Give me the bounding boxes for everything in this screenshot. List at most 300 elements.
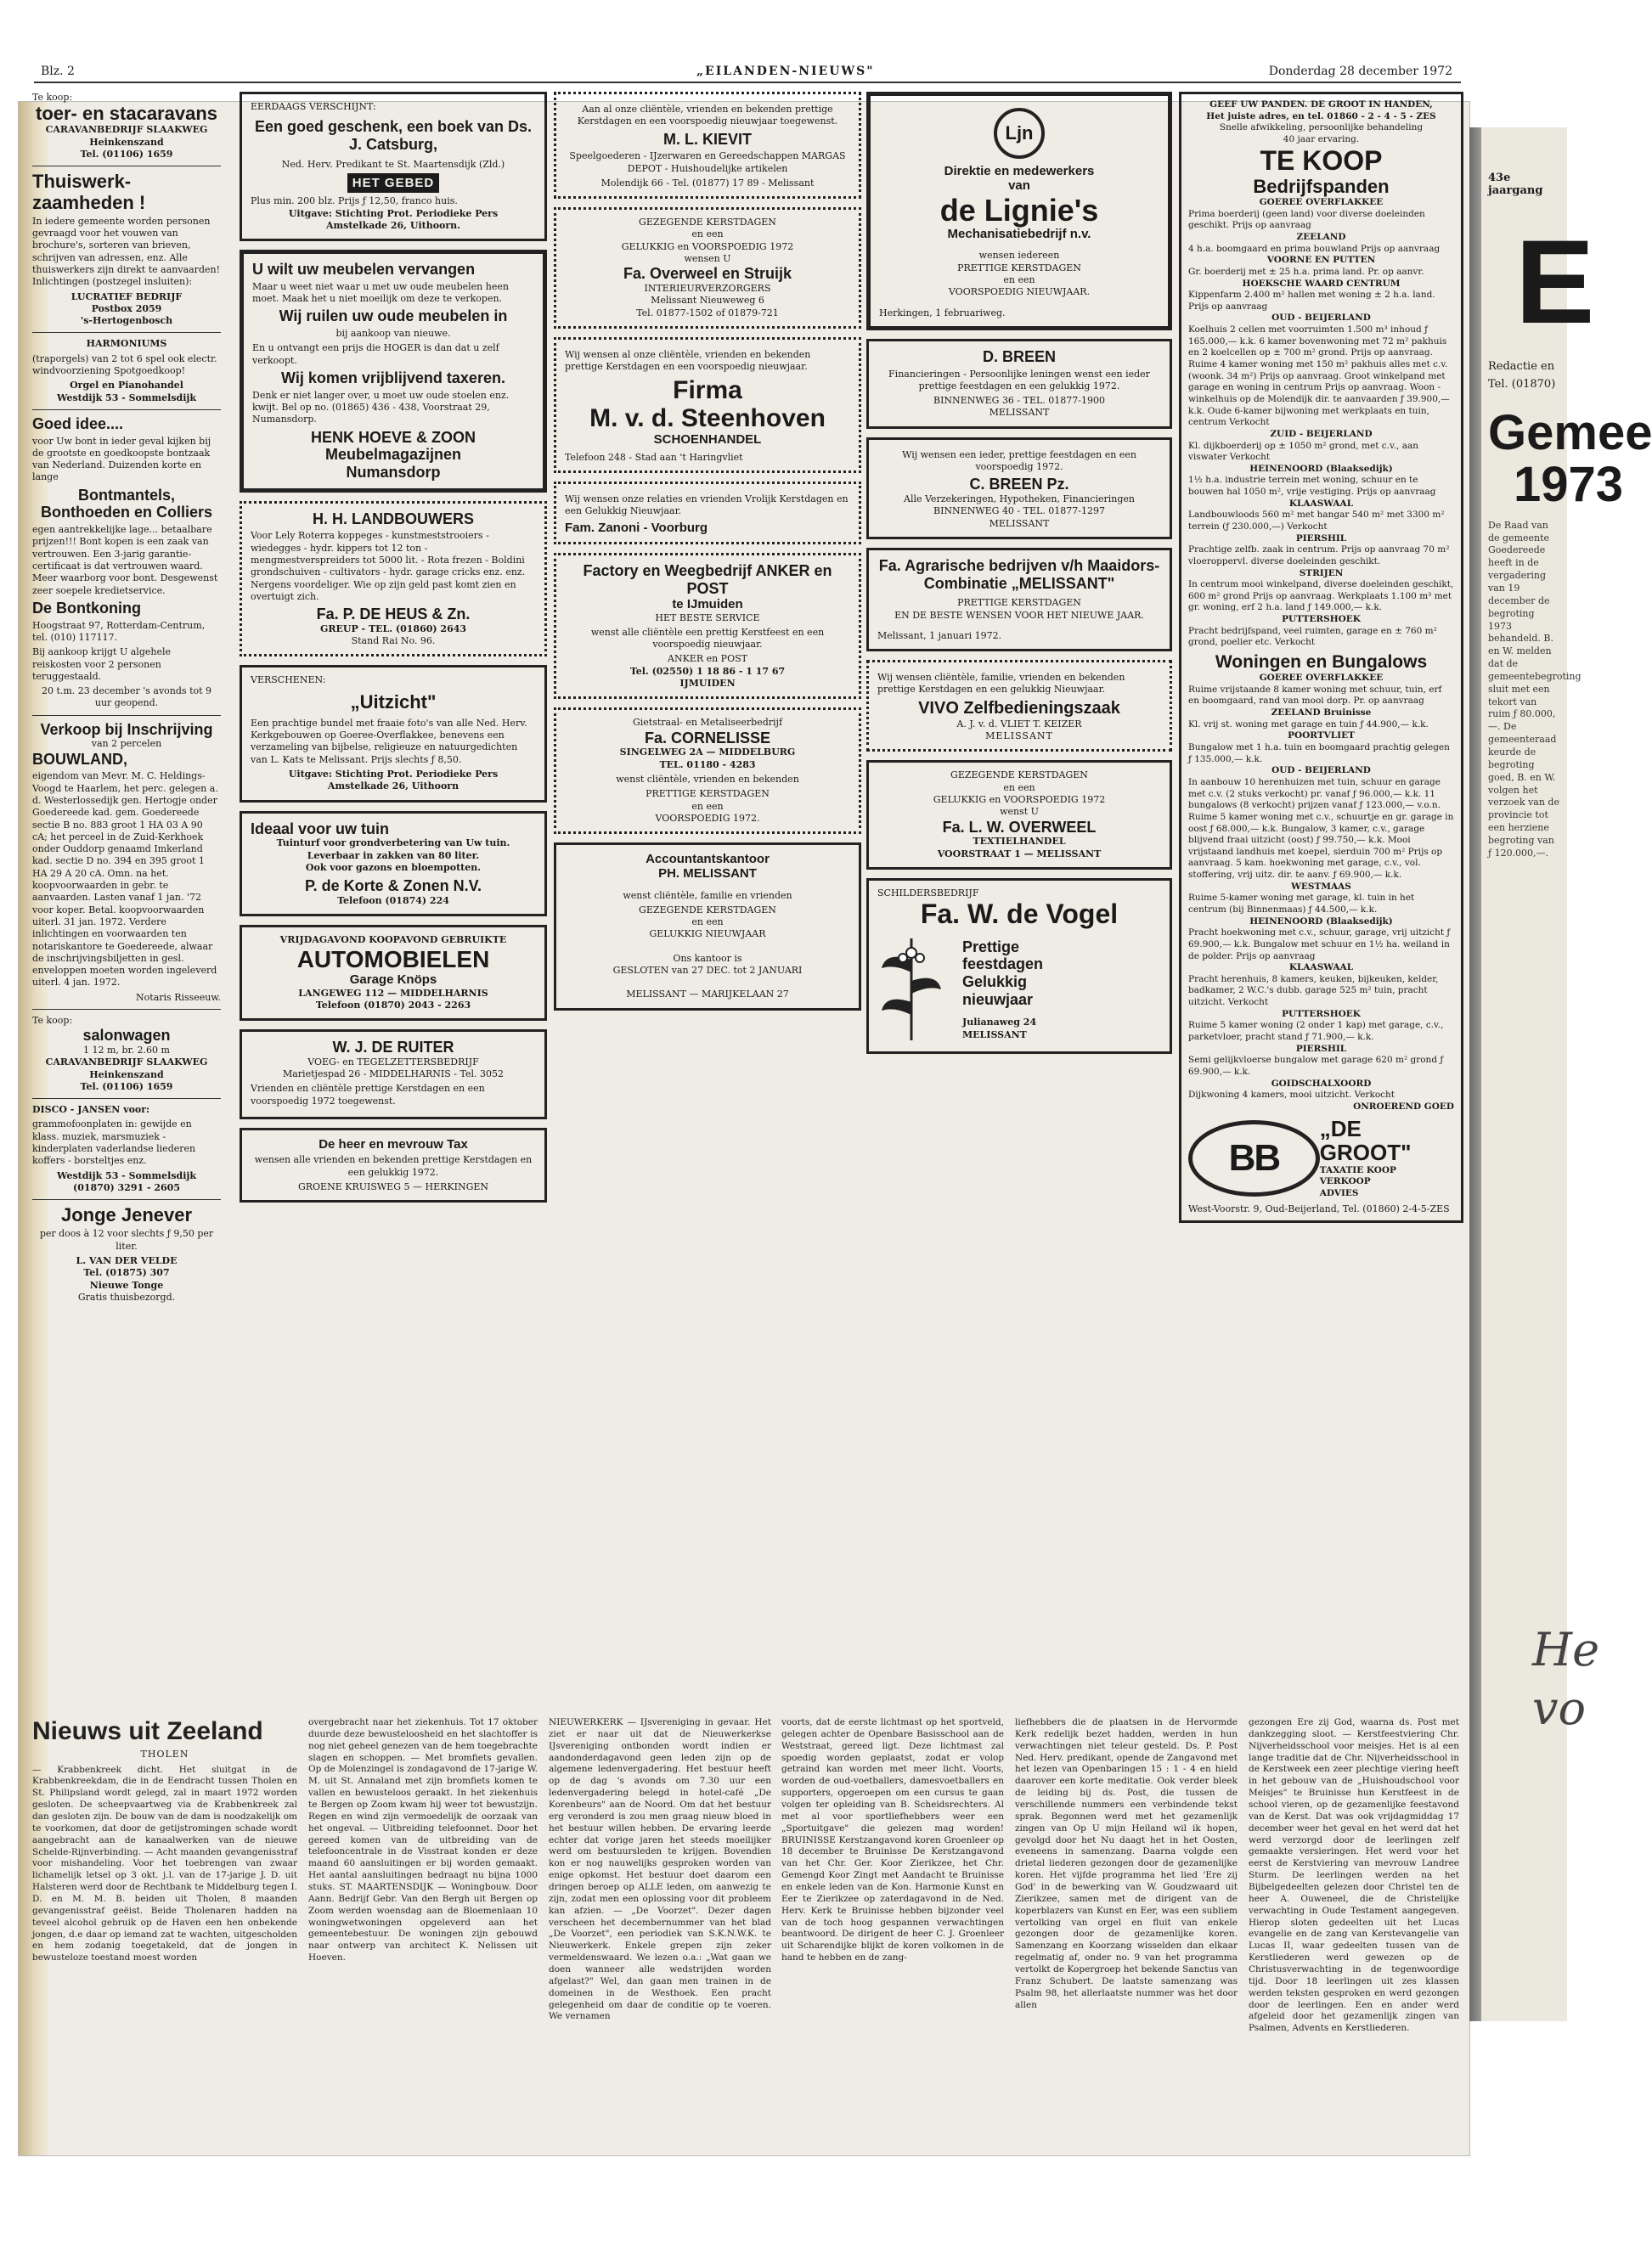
- ad-sub: VOEG- en TEGELZETTERSBEDRIJF: [307, 1056, 479, 1068]
- city: MELISSANT: [985, 730, 1053, 742]
- ad-text: wenst cliëntèle, familie en vrienden: [623, 889, 792, 901]
- firma-label: Firma: [673, 375, 742, 404]
- wish3: en een: [1003, 273, 1035, 285]
- date: Melissant, 1 januari 1972.: [877, 629, 1002, 641]
- owners: A. J. v. d. VLIET T. KEIZER: [956, 718, 1082, 730]
- company: HENK HOEVE & ZOON: [310, 428, 476, 446]
- closed-dates: GESLOTEN van 27 DEC. tot 2 JANUARI: [612, 965, 803, 977]
- news-sub: THOLEN: [140, 1749, 189, 1760]
- label: VRIJDAGAVOND KOOPAVOND GEBRUIKTE: [279, 934, 507, 946]
- listing-text: Gr. boerderij met ± 25 h.a. prima land. Pr. op aanvr.: [1188, 266, 1424, 277]
- ad-automobielen: [240, 925, 547, 1021]
- ad-uitzicht: [240, 665, 547, 802]
- listing-text: Kl. dijkboerderij op ± 1050 m² grond, met c.v., aan viswater Verkocht: [1188, 440, 1418, 463]
- listing-text: Ruime vrijstaande 8 kamer woning met schuur, tuin, erf en boomgaard, rand van mooi dorp. Pr. op aanvraag: [1188, 684, 1442, 707]
- listings-woningen: [1188, 673, 1454, 1101]
- intro-text: Snelle afwikkeling, persoonlijke behandeling: [1219, 122, 1424, 133]
- ad-title: Ideaal voor uw tuin: [251, 820, 390, 837]
- ad-text: grammofoonplaten in: gewijde en klass. muziek, marsmuziek - kinderplaten vaderlandse liederen koffers - borsteltjes enz.: [32, 1118, 196, 1167]
- signature: Notaris Risseeuw.: [136, 991, 221, 1003]
- ad-text: Leverbaar in zakken van 80 liter.: [307, 849, 480, 861]
- ad-c-breen: [866, 437, 1172, 539]
- wish: GELUKKIG en VOORSPOEDIG 1972: [621, 240, 794, 252]
- listing-region: GOEREE OVERFLAKKEE: [1259, 673, 1384, 684]
- listing-text: 1½ h.a. industrie terrein met woning, schuur en te bouwen hal 1050 m², vrije vestiging. Prijs op aanvraag: [1188, 475, 1436, 498]
- listing-region: POORTVLIET: [1288, 730, 1355, 741]
- ad-tuin: [240, 811, 547, 917]
- ad-caravans: [32, 92, 221, 161]
- label: Te koop:: [32, 1015, 73, 1027]
- listing: [1188, 313, 1454, 428]
- tel: Tel. (02550) 1 18 86 - 1 17 67: [629, 665, 786, 677]
- company-sub: Meubelmagazijnen: [324, 446, 462, 464]
- label: SCHILDERSBEDRIJF: [877, 887, 979, 899]
- ad-text: In iedere gemeente worden personen gevraagd voor het vouwen van brochure's, sorteren van brieven, schrijven van adressen, enz. Alle thuiswerkers zijn direkt te aanvaarden! Inlichtingen (postzegel insluiten):: [32, 215, 220, 288]
- listing: [1188, 614, 1454, 649]
- news-text: NIEUWERKERK — IJsvereniging in gevaar. Het ziet er naar uit dat de Nieuwerkerkse IJsvereniging ontbonden wordt indien er aandonderdagavond geen leden zijn op de algemene ledenvergadering. Het bestuur heeft op de dag 's avonds om 7.30 uur een ledenvergadering belegd in hotel-café „De Korenbeurs" aan de Noord. Om dat het bestuur erg veronderd is zou men graag nieuw bloed in het bestuur willen hebben. De ervaring leerde echter dat vorige jaren het steeds moeilijker werd om bestuursleden te krijgen. Bovendien kon er nog nauwelijks gesproken worden van enige opkomst. Het bestuur doet daarom een dringen beroep op ALLE leden, om aanwezig te zijn, zodat men een oplossing voor dit probleem kan afzien. — „De Voorzet". Dezer dagen verscheen het decembernummer van het blad „De Voorzet", een periodiek van S.K.N.W.K. te Nieuwerkerk. Enkele grepen zijn zeker vermeldenswaard. We lezen o.a.: „Wat gaan we doen wanneer alle wedstrijden worden afgelast?" Wel, dan gaan men trainen in de domeinen in de Westhoek. Een pracht gelegenheid om daar de conditie op te voeren. We vernamen: [549, 1717, 771, 2022]
- service-2: VERKOOP: [1319, 1176, 1371, 1187]
- ad-title: H. H. LANDBOUWERS: [313, 510, 474, 527]
- next-page-text: De Raad van de gemeente Goedereede heeft in de vergadering van 19 december de begroting 1973 behandeld. B. en W. melden dat de gemeentebegroting sluit met een tekort van ruim ƒ 80.000,—. De gemeenteraad keurde de begroting goed, B. en W. volgen het verzoek van de provincie tot een herziene begroting van ƒ 120.000,—.: [1488, 519, 1582, 859]
- company: CARAVANBEDRIJF SLAAKWEG: [45, 124, 208, 136]
- tel: Tel. 01877-1502 of 01879-721: [636, 307, 779, 318]
- groot-label: ONROEREND GOED: [1353, 1101, 1454, 1112]
- ad-title: Accountantskantoor: [646, 852, 770, 867]
- ad-text: Maar u weet niet waar u met uw oude meubelen heen moet. Maak het u niet moeilijk om deze te verkopen.: [252, 280, 509, 305]
- listing-region: ZEELAND Bruinisse: [1271, 707, 1372, 718]
- hours: 20 t.m. 23 december 's avonds tot 9 uur geopend.: [41, 685, 212, 709]
- ad-agrarische: [866, 548, 1172, 651]
- next-page-title2: 1973: [1514, 456, 1624, 512]
- wish: wensen iedereen: [978, 250, 1060, 262]
- ad-text: voor Uw bont in ieder geval kijken bij de grootste en goedkoopste bontzaak van Nederland. Duizenden korte en lange: [32, 435, 211, 483]
- bb-logo: BB: [1188, 1120, 1320, 1197]
- ad-title: HARMONIUMS: [86, 338, 167, 350]
- lignie-logo: Ljn: [994, 108, 1045, 159]
- ad-title: M. L. KIEVIT: [662, 130, 752, 148]
- ad-harmoniums: [32, 338, 221, 403]
- listing-region: GOIDSCHALXOORD: [1271, 1078, 1372, 1089]
- listing-region: OUD - BEIJERLAND: [1271, 313, 1371, 324]
- service-3: ADVIES: [1319, 1187, 1359, 1198]
- ad-de-vogel: [866, 878, 1172, 1054]
- ad-title: W. J. DE RUITER: [332, 1039, 454, 1056]
- listing-text: Kl. vrij st. woning met garage en tuin ƒ 44.900,— k.k.: [1188, 718, 1429, 730]
- ad-text: Bij aankoop krijgt U algehele reiskosten voor 2 personen teruggestaald.: [32, 646, 171, 682]
- address: Amstelkade 26, Uithoorn.: [325, 219, 460, 231]
- news-col-2: [308, 1717, 538, 1964]
- ad-text: PRETTIGE KERSTDAGEN: [957, 597, 1081, 609]
- listing-region: KLAASWAAL: [1288, 962, 1354, 973]
- ad-text: Vrienden en cliëntèle prettige Kerstdagen en een voorspoedig 1972 toegewenst.: [251, 1083, 485, 1107]
- listing: [1188, 707, 1454, 730]
- stand: Stand Rai No. 96.: [351, 635, 436, 647]
- size: 1 12 m, br. 2.60 m: [83, 1045, 170, 1056]
- ad-steenhoven: [554, 337, 861, 473]
- address: Amstelkade 26, Uithoorn: [327, 780, 460, 792]
- listing-text: Landbouwloods 560 m² met hangar 540 m² met 3300 m² terrein (ƒ 230.000,—) Verkocht: [1188, 510, 1445, 532]
- listing-region: PUTTERSHOEK: [1282, 1008, 1361, 1019]
- next-page-jaargang: 43e jaargang: [1488, 172, 1543, 197]
- listing-text: Pracht hoekwoning met c.v., schuur, garage, vrij uitzicht ƒ 69.900,— k.k. Bungalow met schuur en 1½ ha. weiland in de polder. Prijs op aanvraag: [1188, 927, 1451, 961]
- wish2: en een: [691, 800, 724, 812]
- address: Westdijk 53 - Sommelsdijk: [57, 392, 196, 403]
- ad-text: EN DE BESTE WENSEN VOOR HET NIEUWE JAAR.: [894, 609, 1144, 621]
- ad-title: „Uitzicht": [350, 690, 437, 713]
- address: VOORSTRAAT 1 — MELISSANT: [937, 848, 1102, 859]
- place: Numansdorp: [346, 463, 441, 481]
- wish: PRETTIGE KERSTDAGEN: [646, 788, 770, 800]
- listing-region: PIERSHIL: [1295, 1043, 1347, 1054]
- listing: [1188, 916, 1454, 963]
- column-5: [1179, 92, 1463, 1231]
- ad-sub: Mechanisatiebedrijf n.v.: [947, 227, 1091, 242]
- listings-bedrijfspanden: [1188, 197, 1454, 649]
- publisher: Uitgave: Stichting Prot. Periodieke Pers: [288, 207, 499, 219]
- place: te IJmuiden: [672, 597, 743, 612]
- wish2: en een: [691, 916, 724, 928]
- company: „DE GROOT": [1319, 1115, 1412, 1166]
- ad-verkoop: [32, 721, 221, 1004]
- delivery: Gratis thuisbezorgd.: [77, 1291, 176, 1303]
- ad-title: D. BREEN: [982, 347, 1056, 365]
- address: SINGELWEG 2A — MIDDELBURG: [619, 746, 796, 758]
- listing-text: 4 h.a. boomgaard en prima bouwland Prijs op aanvraag: [1188, 243, 1441, 254]
- listing-text: Ruime 5 kamer woning (2 onder 1 kap) met garage, c.v., parketvloer, pracht stand ƒ 71.900,— k.k.: [1188, 1020, 1444, 1043]
- listing-text: Prachtige zelfb. zaak in centrum. Prijs op aanvraag 70 m² vloeroppervl. diverse doeleinden geschikt.: [1188, 544, 1450, 566]
- wish-2: feestdagen: [962, 955, 1044, 973]
- label: VERSCHENEN:: [251, 674, 326, 686]
- ad-salonwagen: [32, 1015, 221, 1093]
- place: Heinkenszand: [89, 136, 164, 148]
- label: GEZEGENDE KERSTDAGEN: [950, 769, 1088, 781]
- news-text: voorts, dat de eerste lichtmast op het sportveld, gelegen achter de Openbare Basisschool aan de Weststraat, gereed ligt. Deze lichtmast zal spoedig worden geplaatst, zodat er volop getraind kan worden met meer licht. Voorts, worden de oud-voetballers, damesvoetballers en supporters, opgeroepen om een cursus te gaan volgen ter opleiding van B. Scheidsrechters. Al met al voor sportliefhebbers weer een „Sportuitgave" die gelezen mag worden! BRUINISSE Kerstzangavond koren Groenleer op 18 december te Bruinisse De Kerstzangavond van het Chr. Ger. Koor Zierikzee, het Chr. Gemengd Koor Zingt met Aandacht te Bruinisse en enkele leden van de Kon. Harmonie Kunst en Eer te Zierikzee op zaterdagavond in de Ned. Herv. Kerk te Bruinisse hebben bijzonder veel van de toch hoog gespannen verwachtingen beantwoord. De dirigent de heer C. J. Groenleer uit Scharendijke blijkt de koren volkomen in de hand te hebben en de zang-: [781, 1717, 1004, 1963]
- listing-text: Kippenfarm 2.400 m² hallen met woning ± 2 h.a. land. Prijs op aanvraag: [1188, 290, 1435, 312]
- ad-text: wenst alle cliëntèle een prettig Kerstfeest en een voorspoedig nieuwjaar.: [590, 626, 825, 651]
- ad-text: wensen alle vrienden en bekenden prettige Kerstdagen en een gelukkig 1972.: [254, 1154, 533, 1178]
- listing-region: OUD - BEIJERLAND: [1271, 765, 1371, 776]
- address: Molendijk 66 - Tel. (01877) 17 89 - Melissant: [600, 177, 815, 189]
- service: HET BESTE SERVICE: [655, 611, 760, 623]
- next-page-redactie: Redactie en: [1488, 360, 1555, 373]
- wish-4: nieuwjaar: [962, 990, 1034, 1008]
- company: P. de Korte & Zonen N.V.: [304, 877, 482, 895]
- listing: [1188, 673, 1454, 707]
- wish2: wenst U: [1000, 806, 1039, 818]
- news-col-5: [1015, 1717, 1238, 2011]
- ad-sub: INTERIEURVERZORGERS: [644, 283, 771, 295]
- ad-text: Wij wensen onze relaties en vrienden Vrolijk Kerstdagen en een Gelukkig Nieuwjaar.: [565, 493, 849, 517]
- address: Melissant Nieuweweg 6: [651, 295, 764, 307]
- news-col-6: [1249, 1717, 1459, 2035]
- news-section: [32, 1717, 1459, 2150]
- ad-zanoni: [554, 482, 861, 544]
- ad-title: U wilt uw meubelen vervangen: [252, 261, 476, 279]
- ad-anker-post: [554, 553, 861, 699]
- ad-title: C. BREEN Pz.: [969, 476, 1069, 493]
- ad-bontkoning: [32, 415, 221, 710]
- page-number: Blz. 2: [41, 65, 75, 78]
- wish-3: Gelukkig: [962, 972, 1028, 990]
- tel: Telefoon 248 - Stad aan 't Haringvliet: [565, 451, 743, 463]
- issue-date: Donderdag 28 december 1972: [1268, 65, 1452, 78]
- ad-text: en een: [1003, 781, 1035, 793]
- ad-cornelisse: [554, 707, 861, 834]
- ad-text: Wij wensen cliëntèle, familie, vrienden en bekenden prettige Kerstdagen en een gelukkig Nieuwjaar.: [877, 672, 1125, 696]
- city: MELISSANT: [962, 1028, 1027, 1040]
- ad-sub: Speelgoederen - IJzerwaren en Gereedschappen MARGAS DEPOT - Huishoudelijke artikelen: [569, 150, 846, 174]
- address: MELISSANT — MARIJKELAAN 27: [626, 989, 789, 1000]
- ad-text: wenst cliëntèle, vrienden en bekenden: [616, 773, 799, 785]
- address: Hoogstraat 97, Rotterdam-Centrum, tel. (010) 117117.: [32, 619, 206, 643]
- listing: [1188, 499, 1454, 533]
- ad-text: En u ontvangt een prijs die HOGER is dan dat u zelf verkoopt.: [252, 342, 499, 366]
- listing-text: Dijkwoning 4 kamers, mooi uitzicht. Verkocht: [1188, 1090, 1395, 1101]
- ad-heading: Bontmantels, Bonthoeden en Colliers: [40, 486, 213, 521]
- ad-heading: BOUWLAND,: [32, 750, 127, 768]
- listing-region: KLAASWAAL: [1288, 498, 1354, 509]
- wish: GELUKKIG en VOORSPOEDIG 1972: [933, 793, 1106, 805]
- ad-text: en een: [691, 228, 724, 240]
- next-page-sliver: [1481, 127, 1652, 2021]
- ad-tax: [240, 1128, 547, 1203]
- closed: Ons kantoor is: [673, 952, 742, 964]
- intro-tel: Het juiste adres, en tel. 01860 - 2 - 4 - 5 - ZES: [1206, 110, 1436, 121]
- ad-title: de Lignie's: [939, 192, 1099, 228]
- ad-title: AUTOMOBIELEN: [296, 945, 490, 972]
- ad-title: salonwagen: [82, 1027, 171, 1045]
- column-2: [240, 92, 547, 1211]
- ad-de-ruiter: [240, 1029, 547, 1119]
- ad-text: Voor Lely Roterra koppeges - kunstmeststrooiers - wiedegges - hydr. kippers tot 12 ton - mengmestverspreiders tot 5000 lit. - Rota frezen - Boldini grondschuiven - cultivators - hydr. garage cricks enz. enz. Nergens voordeliger. Wie op zijn geld past komt zien en overtuigt zich.: [251, 530, 526, 602]
- label: Te koop:: [32, 92, 73, 103]
- listing-text: Pracht bedrijfspand, veel ruimten, garage en ± 760 m² grond, poelier etc. Verkocht: [1188, 625, 1437, 648]
- postbox: Postbox 2059: [91, 302, 162, 314]
- page-header: [34, 61, 1461, 83]
- divider: [32, 715, 221, 716]
- wish: GEZEGENDE KERSTDAGEN: [639, 904, 776, 915]
- ad-d-breen: [866, 339, 1172, 429]
- intro: GEEF UW PANDEN. DE GROOT IN HANDEN,: [1209, 99, 1433, 110]
- ad-title: Verkoop bij Inschrijving: [40, 720, 213, 738]
- company: Orgel en Pianohandel: [70, 380, 183, 392]
- ad-jenever: [32, 1205, 221, 1304]
- ad-text: (traporgels) van 2 tot 6 spel ook electr. windvoorziening Spotgoedkoop!: [32, 352, 217, 377]
- address: West-Voorstr. 9, Oud-Beijerland, Tel. (01860) 2-4-5-ZES: [1188, 1203, 1450, 1214]
- address: Westdijk 53 - Sommelsdijk: [57, 1169, 196, 1181]
- ad-text: Direktie en medewerkers: [944, 164, 1095, 178]
- listing: [1188, 568, 1454, 615]
- ad-text: Tuinturf voor grondverbetering van Uw tuin.: [276, 837, 510, 849]
- city: IJMUIDEN: [679, 678, 736, 690]
- listing: [1188, 730, 1454, 765]
- company: CARAVANBEDRIJF SLAAKWEG: [45, 1056, 208, 1068]
- ad-heading: Wij komen vrijblijvend taxeren.: [281, 369, 505, 387]
- listing: [1188, 429, 1454, 464]
- ad-title: Thuiswerk-zaamheden !: [32, 171, 146, 213]
- news-col-1: [32, 1717, 297, 1964]
- ad-title: Fa. W. de Vogel: [920, 899, 1119, 930]
- ad-lw-overweel: [866, 760, 1172, 869]
- next-page-tel: Tel. (01870): [1488, 378, 1556, 391]
- city: MELISSANT: [989, 517, 1050, 529]
- listing: [1188, 962, 1454, 1009]
- ad-sub: TEXTIELHANDEL: [973, 836, 1066, 848]
- binding-spine: [1469, 127, 1481, 2021]
- ad-sub: Bedrijfspanden: [1253, 175, 1390, 197]
- ad-sub: Alle Verzekeringen, Hypotheken, Financieringen: [904, 493, 1135, 504]
- address: Julianaweg 24: [962, 1017, 1037, 1028]
- company: Fa. P. DE HEUS & Zn.: [316, 606, 471, 623]
- ad-thuiswerk: [32, 172, 221, 327]
- listing-text: Semi gelijkvloerse bungalow met garage 620 m² grond ƒ 69.900,— k.k.: [1188, 1055, 1444, 1077]
- listing-text: Bungalow met 1 h.a. tuin en boomgaard prachtig gelegen ƒ 135.000,— k.k.: [1188, 742, 1450, 764]
- date: Herkingen, 1 februariweg.: [879, 307, 1006, 318]
- divider: [32, 1199, 221, 1200]
- address: Nieuwe Tonge: [89, 1279, 164, 1291]
- ad-title: Factory en Weegbedrijf ANKER en POST: [583, 561, 832, 597]
- address: GROENE KRUISWEG 5 — HERKINGEN: [297, 1180, 489, 1192]
- ad-text: per doos à 12 voor slechts ƒ 9,50 per liter.: [39, 1228, 214, 1252]
- price: Plus min. 200 blz. Prijs ƒ 12,50, franco huis.: [251, 195, 458, 207]
- publisher: Uitgave: Stichting Prot. Periodieke Pers: [288, 769, 499, 780]
- ad-lignie: [866, 92, 1172, 330]
- listing-region: PIERSHIL: [1295, 532, 1347, 544]
- listing: [1188, 765, 1454, 881]
- listing: [1188, 464, 1454, 499]
- listing: [1188, 882, 1454, 916]
- company: De Bontkoning: [32, 599, 141, 617]
- ad-boek: [240, 92, 547, 241]
- listing-text: Koelhuis 2 cellen met voorruimten 1.500 m³ inhoud ƒ 165.000,— k.k. 6 kamer bovenwoning met 72 m² pakhuis en 2 koelcellen op ± 700 m² grond. Prijs op aanvraag. Ruime 4 kamer woning met 150 m² pakhuis alles met c.v. (woonk. 34 m²) Prijs op aanvraag. Groot winkelpand met garage en woning in centrum Prijs op aanvraag. Woon - winkelhuis op de Molendijk dir. te aanvaarden ƒ 39.900,— k.k. Oude 6-kamer bijwoning met werkplaats en tuin, centrum Verkocht: [1188, 324, 1450, 428]
- label: EERDAAGS VERSCHIJNT:: [251, 101, 376, 112]
- tel: (01870) 3291 - 2605: [73, 1181, 180, 1193]
- ad-text: Financieringen - Persoonlijke leningen wenst een ieder prettige feestdagen en een gelukkig 1972.: [888, 368, 1150, 392]
- listing-region: VOORNE EN PUTTEN: [1266, 255, 1376, 266]
- company: L. VAN DER VELDE: [76, 1255, 178, 1267]
- news-title: Nieuws uit Zeeland: [32, 1717, 263, 1745]
- wish2: PRETTIGE KERSTDAGEN: [957, 262, 1081, 273]
- divider: [32, 332, 221, 333]
- listing: [1188, 197, 1454, 232]
- listing-region: WESTMAAS: [1291, 881, 1351, 892]
- ad-title: Fa. L. W. OVERWEEL: [942, 818, 1097, 836]
- label: GEZEGENDE KERSTDAGEN: [639, 217, 776, 228]
- listing: [1188, 232, 1454, 255]
- ad-title: Jonge Jenever: [60, 1204, 193, 1226]
- listing-region: ZEELAND: [1296, 231, 1346, 242]
- news-text: overgebracht naar het ziekenhuis. Tot 17 oktober duurde deze bewusteloosheid en het slachtoffer is nog niet geheel genezen van de hem toegebrachte slagen en schoppen. — Met bromfiets gevallen. Op de Molenzingel is zondagavond de 17-jarige W. M. uit St. Annaland met zijn bromfiets komen te vallen en bewusteloos geraakt. In het ziekenhuis te Bergen op Zoom kwam hij weer tot bewustzijn. Regen en wind zijn vermoedelijk de oorzaak van het ongeval. — Uitbreiding telefoonnet. Door het gereed komen van de uitbreiding van de telefooncentrale in de Visstraat konden er deze maand 60 aansluitingen er bij worden gemaakt. Het aantal aansluitingen bedraagt nu bijna 1000 stuks. ST. MAARTENSDIJK — Woningbouw. Door Aann. Bedrijf Gebr. Van den Bergh uit Bergen op Zoom werden woensdag aan de Bloemenlaan 10 woningwetwoningen opgeleverd aan het gemeentebestuur. De woningen zijn gebouwd naar ontwerp van architect K. Nelissen uit Hoeven.: [308, 1717, 538, 1963]
- news-col-4: [781, 1717, 1004, 1964]
- ad-sub: van 2 percelen: [91, 738, 162, 750]
- tel: Telefoon (01874) 224: [337, 894, 449, 906]
- listing-text: Pracht herenhuis, 8 kamers, keuken, bijkeuken, kelder, badkamer, 2 W.C.'s dubb. garage 525 m² tuin, pracht uitzicht. Verkocht: [1188, 973, 1439, 1008]
- label: Gietstraal- en Metaliseerbedrijf: [632, 717, 783, 729]
- ad-text: eigendom van Mevr. M. C. Heldings-Voogd te Haarlem, het perc. gelegen a. d. Westerlossedijk gen. Hertogje onder Goedereede kad. gem. Goedereede sectie B no. 883 groot 1 HA 03 A 90 cA; het perceel in de Zuid-Kerkhoek onder Ouddorp genaamd Imkerland kad. sectie D no. 394 en 395 groot 1 HA 29 A 20 cA. Omn. na het. koopvoorwaarden in gebr. te aanvaarden. Lasten vanaf 1 jan. '72 voor koper. Betal. koopvoorwaarden uiterl. 31 jan. 1972. Verdere inlichtingen en voorwaarden ten notariskantore te Goedereede, alwaar de inschrijvingsbiljetten in gesl. enveloppen moeten worden ingeleverd uiterl. 4 jan. 1972.: [32, 770, 218, 989]
- news-text: gezongen Ere zij God, waarna ds. Post met dankzegging sloot. — Kerstfeestviering Chr. Nijverheidsschool voor meisjes. Het is al een lange traditie dat de Chr. Nijverheidsschool in de Kerstweek een zeer plechtige viering heeft in het gebouw van de „Huishoudschool voor Meisjes" te Bruinisse hun Kerstfeest in de school vieren, op de gezamenlijke feestavond van de Kerst. Dat was ook vrijdagmiddag 17 december weer het geval en het werd dat het werd verzorgd door de leerlingen zelf gemaakte versieringen. Het werd voor het eerst de Kerstviering van mevrouw Landree Sturm. De leerlingen werden na het Bijbelgedeelten gelezen door Christel ten de heer A. Ouweneel, die de Christelijke verwachting in Oude Testament aangegeven. Hierop sloten gedeelten uit het Lucas evangelie en de zang van Kerstevangelie van Lucas II, waar gedeelten tussen van de Kerstliederen werd gewezen op de Christusverwachting in de tegenwoordige tijd. Door 18 leerlingen uit zes klassen werden teksten gesproken en werd gezongen door de leerlingen. Een en ander werd afgeleid door het gezamenlijk zingen van Psalmen, Advents en Kerstliederen.: [1249, 1717, 1459, 2034]
- ad-sub: SCHOENHANDEL: [653, 431, 762, 447]
- ad-text: Aan al onze cliëntèle, vrienden en bekenden prettige Kerstdagen en een voorspoedig nieuwjaar toegewenst.: [577, 104, 838, 127]
- listing-text: In aanbouw 10 herenhuizen met tuin, schuur en garage met c.v. (2 stuks verkocht) pr. vanaf ƒ 96.000,— k.k. 11 bungalows (8 verkocht) prijzen vanaf ƒ 123.000,— v.o.n. Ruime 5 kamer woning met c.v., schuurtje en gr. garage in oost ƒ 68.000,— k.k. Bungalow, 3 kamer, c.v., garage blijvend fraai uitzicht (oost) ƒ 99.750,— k.k. Mooi vrijstaand landhuis met koepel, sierduin 700 m² Prijs op aanvraag. 5 kam. hoekwoning met garage, c.v., vol. stoffering, vrij uitz. dir. te aanv. ƒ 69.900,— k.k.: [1188, 776, 1454, 881]
- tel: Telefoon (01870) 2043 - 2263: [315, 999, 471, 1011]
- wish3: VOORSPOEDIG 1972.: [655, 812, 760, 824]
- ad-text: Ook voor gazons en bloempotten.: [305, 861, 482, 873]
- column-3: [554, 92, 861, 1019]
- tel: Tel. (01875) 307: [83, 1267, 170, 1279]
- tel: Tel. (01106) 1659: [80, 149, 173, 161]
- ad-title: M. v. d. Steenhoven: [589, 403, 826, 432]
- address: BINNENWEG 36 - TEL. 01877-1900: [933, 395, 1106, 407]
- news-text: — Krabbenkreek dicht. Het sluitgat in de Krabbenkreekdam, die in de Eendracht tussen Tholen en St. Philipsland wordt gelegd, zal in maart 1972 worden gesloten. De scheepvaartweg via de Krabbenkreek zal dan gesloten zijn. De bouw van de dam is noodzakelijk om te voorkomen, dat door de getijstromingen schade wordt aangebracht aan de kanaalwerken van de nieuwe Schelde-Rijnverbinding. — Acht maanden gevangenisstraf voor mishandeling. Voor het toebrengen van zwaar lichamelijk letsel op 3 okt. j.l. van de 17-jarige J. D. uit Halsteren werd door de Rechtbank te Middelburg tegen I. D. en M. M. B. beiden uit Tholen, 8 maanden gevangenisstraf geëist. Beide Tholenaren hadden na teveel alcohol gebruik op de Haven een hen onbekende jongen, d.e daar op iemand zat te wachten, uitgescholden en hem zodanig toegetakeld, dat de jongen in bewusteloze toestand moest worden: [32, 1764, 297, 1963]
- book-title: HET GEBED: [347, 173, 440, 193]
- ad-text: Wij wensen al onze cliëntèle, vrienden en bekenden prettige Kerstdagen en een voorspoedig nieuwjaar.: [565, 348, 811, 373]
- ad-title: Fa. Overweel en Struijk: [623, 265, 792, 283]
- column-4: [866, 92, 1172, 1062]
- ad-disco: [32, 1104, 221, 1194]
- ad-title: Fa. Agrarische bedrijven v/h Maaidors-Combinatie „MELISSANT": [878, 556, 1160, 592]
- listing-text: Ruime 5-kamer woning met garage, kl. tuin in het centrum (bij Binnenmaas) ƒ 44.500,— k.k.: [1188, 893, 1415, 915]
- listing-region: GOEREE OVERFLAKKEE: [1259, 197, 1384, 208]
- listing-region: HEINENOORD (Blaaksedijk): [1249, 463, 1393, 474]
- listing: [1188, 533, 1454, 568]
- next-page-big-letter: E: [1515, 215, 1595, 348]
- ad-vivo: [866, 660, 1172, 752]
- divider: [32, 1098, 221, 1099]
- next-page-ital2: vo: [1532, 1681, 1587, 1735]
- address: Marietjespad 26 - MIDDELHARNIS - Tel. 3052: [282, 1068, 505, 1080]
- wish4: VOORSPOEDIG NIEUWJAAR.: [948, 286, 1091, 298]
- news-col-3: [549, 1717, 771, 2023]
- address: LANGEWEG 112 — MIDDELHARNIS: [298, 987, 488, 999]
- listing: [1188, 279, 1454, 313]
- wish-1: Prettige: [962, 938, 1020, 955]
- divider: [32, 409, 221, 410]
- company: Garage Knöps: [349, 972, 437, 988]
- wish2: wensen U: [684, 253, 731, 265]
- listing-region: ZUID - BEIJERLAND: [1270, 428, 1373, 439]
- ad-title: De heer en mevrouw Tax: [319, 1137, 468, 1152]
- listing-region: STRIJEN: [1299, 567, 1344, 578]
- ad-sub: Ned. Herv. Predikant te St. Maartensdijk (Zld.): [281, 158, 505, 170]
- wish3: GELUKKIG NIEUWJAAR: [649, 928, 766, 940]
- holly-icon: [877, 934, 945, 1045]
- listing: [1188, 1009, 1454, 1044]
- listing-region: PUTTERSHOEK: [1282, 614, 1361, 625]
- company: ANKER en POST: [668, 653, 747, 665]
- service-1: TAXATIE KOOP: [1319, 1164, 1396, 1175]
- listing-text: Prima boerderij (geen land) voor diverse doeleinden geschikt. Prijs op aanvraag: [1188, 208, 1425, 231]
- ad-landbouwers: [240, 501, 547, 657]
- company: LUCRATIEF BEDRIJF: [70, 290, 183, 302]
- listing: [1188, 1044, 1454, 1079]
- ad-meubelen: [240, 250, 547, 493]
- ad-title: DISCO - JANSEN voor:: [32, 1104, 150, 1116]
- ad-title: VIVO Zelfbedieningszaak: [918, 698, 1120, 718]
- ad-title: Fam. Zanoni - Voorburg: [565, 520, 708, 535]
- divider: [32, 1009, 221, 1010]
- intro-years: 40 jaar ervaring.: [1283, 133, 1360, 144]
- ad-title: toer- en stacaravans: [36, 103, 217, 125]
- address: GREUP - TEL. (01860) 2643: [319, 622, 467, 634]
- ad-de-groot: [1179, 92, 1463, 1223]
- column-1: [32, 92, 221, 1304]
- ad-title: Goed idee....: [32, 414, 124, 432]
- ad-text: Denk er niet langer over, u moet uw oude stoelen enz. kwijt. Bel op no. (01865) 436 - 438, Voorstraat 29, Numansdorp.: [252, 389, 510, 425]
- van: van: [1008, 178, 1030, 194]
- city: 's-Hertogenbosch: [80, 315, 173, 327]
- ad-accountant: [554, 842, 861, 1011]
- address: BINNENWEG 40 - TEL. 01877-1297: [933, 505, 1106, 517]
